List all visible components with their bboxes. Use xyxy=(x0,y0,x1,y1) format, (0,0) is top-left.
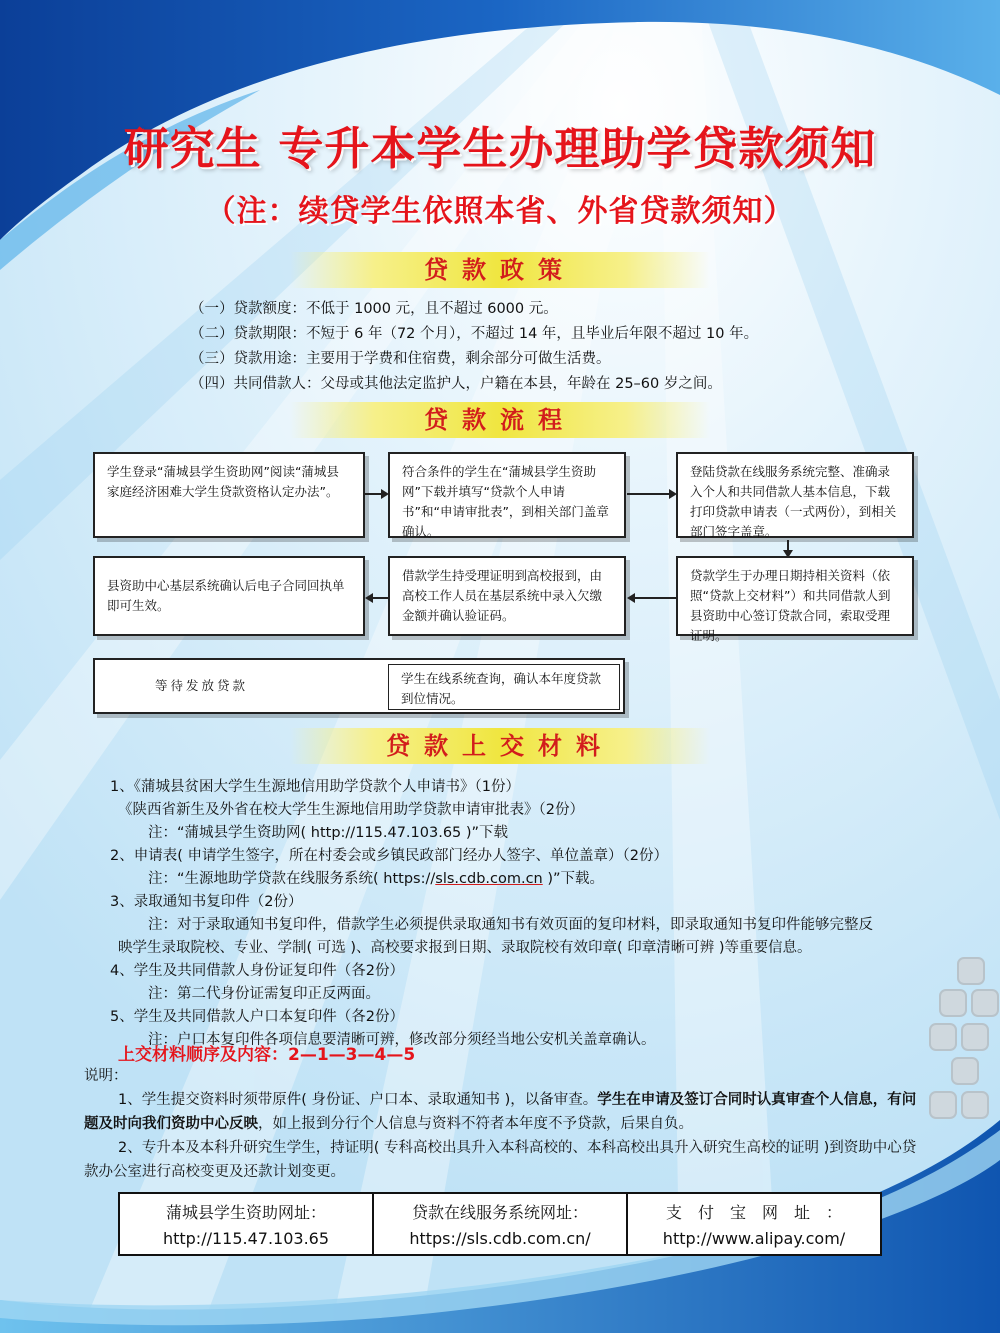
material-note-1: 注：“蒲城县学生资助网( http://115.47.103.65 )”下载 xyxy=(148,825,509,841)
policy-list xyxy=(190,297,890,397)
material-note-4: 注：第二代身份证需复印正反两面。 xyxy=(148,986,380,1002)
link-label: 贷款在线服务系统网址： xyxy=(411,1203,588,1222)
page-title: 研究生 专升本学生办理助学贷款须知 xyxy=(123,122,877,175)
flow-step-4: 贷款学生于办理日期持相关资料（依照“贷款上交材料”）和共同借款人到县资助中心签订贷款合同，索取受理证明。 xyxy=(676,556,914,636)
arrow-right-icon xyxy=(365,486,389,502)
link-label: 蒲城县学生资助网址： xyxy=(165,1203,326,1222)
flow-step-5: 借款学生持受理证明到高校报到，由高校工作人员在基层系统中录入欠缴金额并确认验证码。 xyxy=(388,556,626,636)
notes-heading: 说明： xyxy=(84,1068,128,1084)
material-item-1b: 《陕西省新生及外省在校大学生生源地信用助学贷款申请审批表》（2份） xyxy=(118,802,584,818)
links-cell xyxy=(120,1194,372,1254)
material-note-2-suffix: )”下载。 xyxy=(542,871,605,887)
links-cell xyxy=(372,1194,626,1254)
material-note-3b: 映学生录取院校、专业、学制( 可选 )、高校要求报到日期、录取院校有效印章( 印章清晰可辨 )等重要信息。 xyxy=(118,940,812,956)
material-item-4: 4、学生及共同借款人身份证复印件（各2份） xyxy=(110,963,404,979)
arrow-down-icon xyxy=(780,540,796,558)
section-banner-policy: 贷款政策 xyxy=(290,252,710,288)
policy-item: （三）贷款用途：主要用于学费和住宿费，剩余部分可做生活费。 xyxy=(190,351,611,367)
material-note-2-prefix: 注：“生源地助学贷款在线服务系统( https:// xyxy=(148,871,436,887)
link-url[interactable]: http://115.47.103.65 xyxy=(162,1229,330,1248)
flow-step-1: 学生登录“蒲城县学生资助网”阅读“蒲城县家庭经济困难大学生贷款资格认定办法”。 xyxy=(93,452,365,538)
link-label: 支 付 宝 网 址 ： xyxy=(665,1203,842,1222)
link-url[interactable]: http://www.alipay.com/ xyxy=(662,1229,846,1248)
flow-step-7-label: 等待发放贷款 xyxy=(155,678,249,693)
page-subtitle: （注：续贷学生依照本省、外省贷款须知） xyxy=(205,194,795,229)
material-item-3: 3、录取通知书复印件（2份） xyxy=(110,894,303,910)
material-note-2-link[interactable]: sls.cdb.com.cn xyxy=(435,871,543,887)
section-banner-process: 贷款流程 xyxy=(290,402,710,438)
notes-paragraph-2: 2、专升本及本科升研究生学生，持证明( 专科高校出具升入本科高校的、本科高校出具升入研究生高校的证明 )到资助中心贷款办公室进行高校变更及还款计划变更。 xyxy=(84,1140,917,1180)
policy-item: （二）贷款期限：不短于 6 年（72 个月），不超过 14 年，且毕业后年限不超过 10 年。 xyxy=(190,326,759,342)
link-url[interactable]: https://sls.cdb.com.cn/ xyxy=(409,1229,591,1248)
links-table xyxy=(118,1192,882,1256)
submission-order: 上交材料顺序及内容：2—1—3—4—5 xyxy=(118,1045,416,1065)
flow-step-2: 符合条件的学生在“蒲城县学生资助网”下载并填写“贷款个人申请书”和“申请审批表”，到相关部门盖章确认。 xyxy=(388,452,626,538)
material-item-5: 5、学生及共同借款人户口本复印件（各2份） xyxy=(110,1009,404,1025)
material-note-3a: 注：对于录取通知书复印件，借款学生必须提供录取通知书有效页面的复印材料，即录取通知书复印件能够完整反 xyxy=(148,917,873,933)
flow-step-8: 学生在线系统查询，确认本年度贷款到位情况。 xyxy=(388,664,620,710)
notes-p1-normal: 1、学生提交资料时须带原件( 身份证、户口本、录取通知书 )，以备审查。 xyxy=(118,1092,598,1108)
material-note-2 xyxy=(148,868,604,891)
material-item-2: 2、申请表( 申请学生签字，所在村委会或乡镇民政部门经办人签字、单位盖章）（2份） xyxy=(110,848,668,864)
arrow-right-icon xyxy=(627,486,677,502)
arrow-left-icon xyxy=(365,590,389,606)
flow-step-3: 登陆贷款在线服务系统完整、准确录入个人和共同借款人基本信息，下载打印贷款申请表（一式两份），到相关部门签字盖章。 xyxy=(676,452,914,538)
notes-p1-tail: ，如上报到分行个人信息与资料不符者本年度不予贷款，后果自负。 xyxy=(258,1116,693,1132)
flow-step-6: 县资助中心基层系统确认后电子合同回执单即可生效。 xyxy=(93,556,365,636)
policy-item: （四）共同借款人：父母或其他法定监护人，户籍在本县，年龄在 25–60 岁之间。 xyxy=(190,376,722,392)
material-note-5: 注：户口本复印件各项信息要清晰可辨，修改部分须经当地公安机关盖章确认。 xyxy=(148,1032,656,1048)
section-banner-materials: 贷款上交材料 xyxy=(290,728,710,764)
notes-p1-bold: 学生在申请及签订合同时认真审查个人信息，有问题及时向我们资助中心反映 xyxy=(84,1092,917,1132)
material-item-1a: 1、《蒲城县贫困大学生生源地信用助学贷款个人申请书》（1份） xyxy=(110,779,520,795)
notes-paragraph-1 xyxy=(84,1088,924,1136)
policy-item: （一）贷款额度：不低于 1000 元，且不超过 6000 元。 xyxy=(190,301,558,317)
links-cell xyxy=(626,1194,880,1254)
arrow-left-icon xyxy=(627,590,677,606)
